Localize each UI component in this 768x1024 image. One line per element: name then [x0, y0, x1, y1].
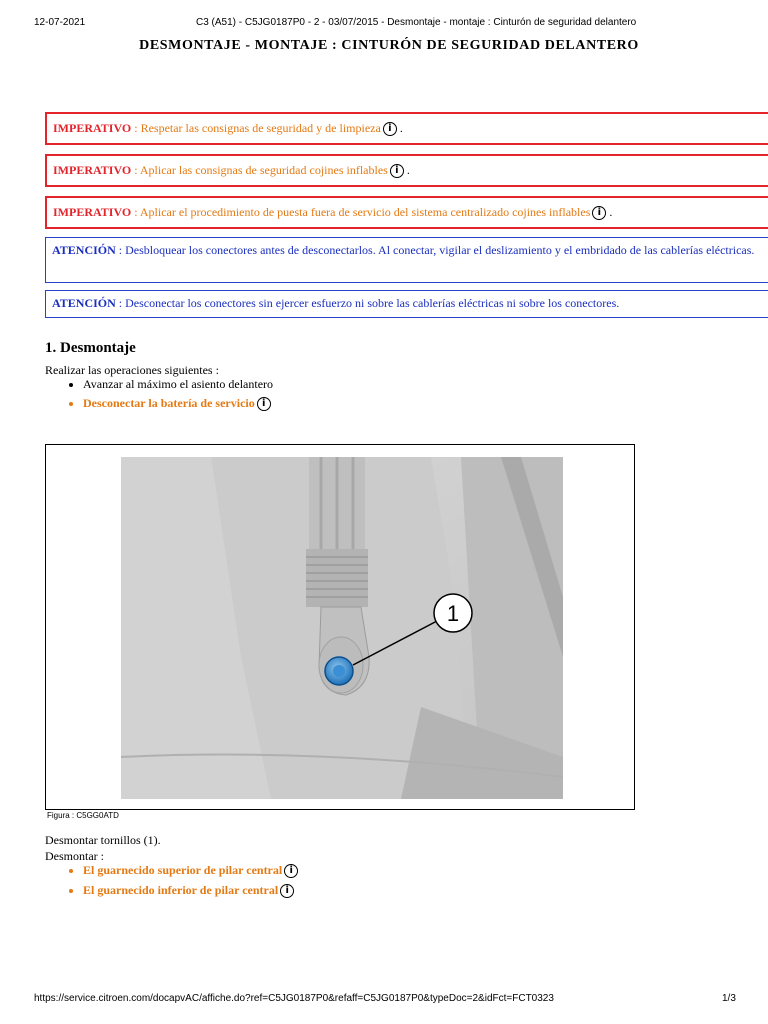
operations-list	[45, 376, 273, 412]
footer-page-number: 1/3	[722, 993, 736, 1004]
notice-link[interactable]: Respetar las consignas de seguridad y de limpieza	[140, 121, 381, 135]
notice-keyword: ATENCIÓN	[52, 243, 116, 257]
imperative-notice-deactivation: IMPERATIVO : Aplicar el procedimiento de puesta fuera de servicio del sistema centralizado cojines inflables i .	[45, 196, 768, 229]
section-intro: Realizar las operaciones siguientes :	[45, 363, 219, 377]
info-icon[interactable]: i	[383, 122, 397, 136]
callout-1: 1	[446, 601, 460, 626]
info-icon[interactable]: i	[592, 206, 606, 220]
lower-trim-link[interactable]: El guarnecido inferior de pilar central	[83, 883, 279, 897]
notice-link[interactable]: Aplicar el procedimiento de puesta fuera de servicio del sistema centralizado cojines inflables	[139, 205, 591, 219]
info-icon[interactable]: i	[280, 884, 294, 898]
instruction-remove: Desmontar :	[45, 849, 104, 863]
seatbelt-photo	[121, 457, 563, 799]
figure-frame	[45, 444, 635, 810]
info-icon[interactable]: i	[257, 397, 271, 411]
notice-link[interactable]: Aplicar las consignas de seguridad cojines inflables	[139, 163, 388, 177]
notice-keyword: IMPERATIVO	[53, 121, 132, 135]
info-icon[interactable]: i	[390, 164, 404, 178]
list-item	[83, 862, 298, 879]
attention-notice-connectors: ATENCIÓN : Desbloquear los conectores antes de desconectarlos. Al conectar, vigilar el deslizamiento y el embridado de las cablerías eléctricas.	[45, 237, 768, 283]
imperative-notice-safety: IMPERATIVO : Respetar las consignas de seguridad y de limpieza i .	[45, 112, 768, 145]
upper-trim-link[interactable]: El guarnecido superior de pilar central	[83, 863, 283, 877]
header-title: C3 (A51) - C5JG0187P0 - 2 - 03/07/2015 - Desmontaje - montaje : Cinturón de seguridad delantero	[196, 17, 637, 28]
info-icon[interactable]: i	[284, 864, 298, 878]
notice-text: Desbloquear los conectores antes de desconectarlos. Al conectar, vigilar el deslizamiento y el embridado de las cablerías eléctricas.	[125, 243, 755, 257]
document-title: DESMONTAJE - MONTAJE : CINTURÓN DE SEGURIDAD DELANTERO	[139, 38, 639, 53]
notice-text: Desconectar los conectores sin ejercer esfuerzo ni sobre las cablerías eléctricas ni sobre los conectores.	[125, 296, 620, 310]
instruction-remove-screws: Desmontar tornillos (1).	[45, 833, 161, 847]
seatbelt-illustration	[121, 457, 563, 799]
notice-keyword: IMPERATIVO	[53, 205, 132, 219]
attention-notice-effort: ATENCIÓN : Desconectar los conectores sin ejercer esfuerzo ni sobre las cablerías eléctricas ni sobre los conectores.	[45, 290, 768, 318]
section-title-desmontaje: 1. Desmontaje	[45, 340, 136, 356]
list-item	[83, 882, 298, 899]
notice-keyword: IMPERATIVO	[53, 163, 132, 177]
footer-url: https://service.citroen.com/docapvAC/affiche.do?ref=C5JG0187P0&refaff=C5JG0187P0&typeDoc=2&idFct=FCT0323	[34, 993, 554, 1004]
disconnect-battery-link[interactable]: Desconectar la batería de servicio	[83, 396, 255, 410]
removal-list	[45, 862, 298, 899]
list-item	[83, 395, 273, 412]
imperative-notice-airbags: IMPERATIVO : Aplicar las consignas de seguridad cojines inflables i .	[45, 154, 768, 187]
notice-keyword: ATENCIÓN	[52, 296, 116, 310]
figure-caption: Figura : C5GG0ATD	[47, 811, 119, 820]
header-date: 12-07-2021	[34, 17, 86, 28]
list-item: • Avanzar al máximo el asiento delantero	[83, 376, 273, 393]
